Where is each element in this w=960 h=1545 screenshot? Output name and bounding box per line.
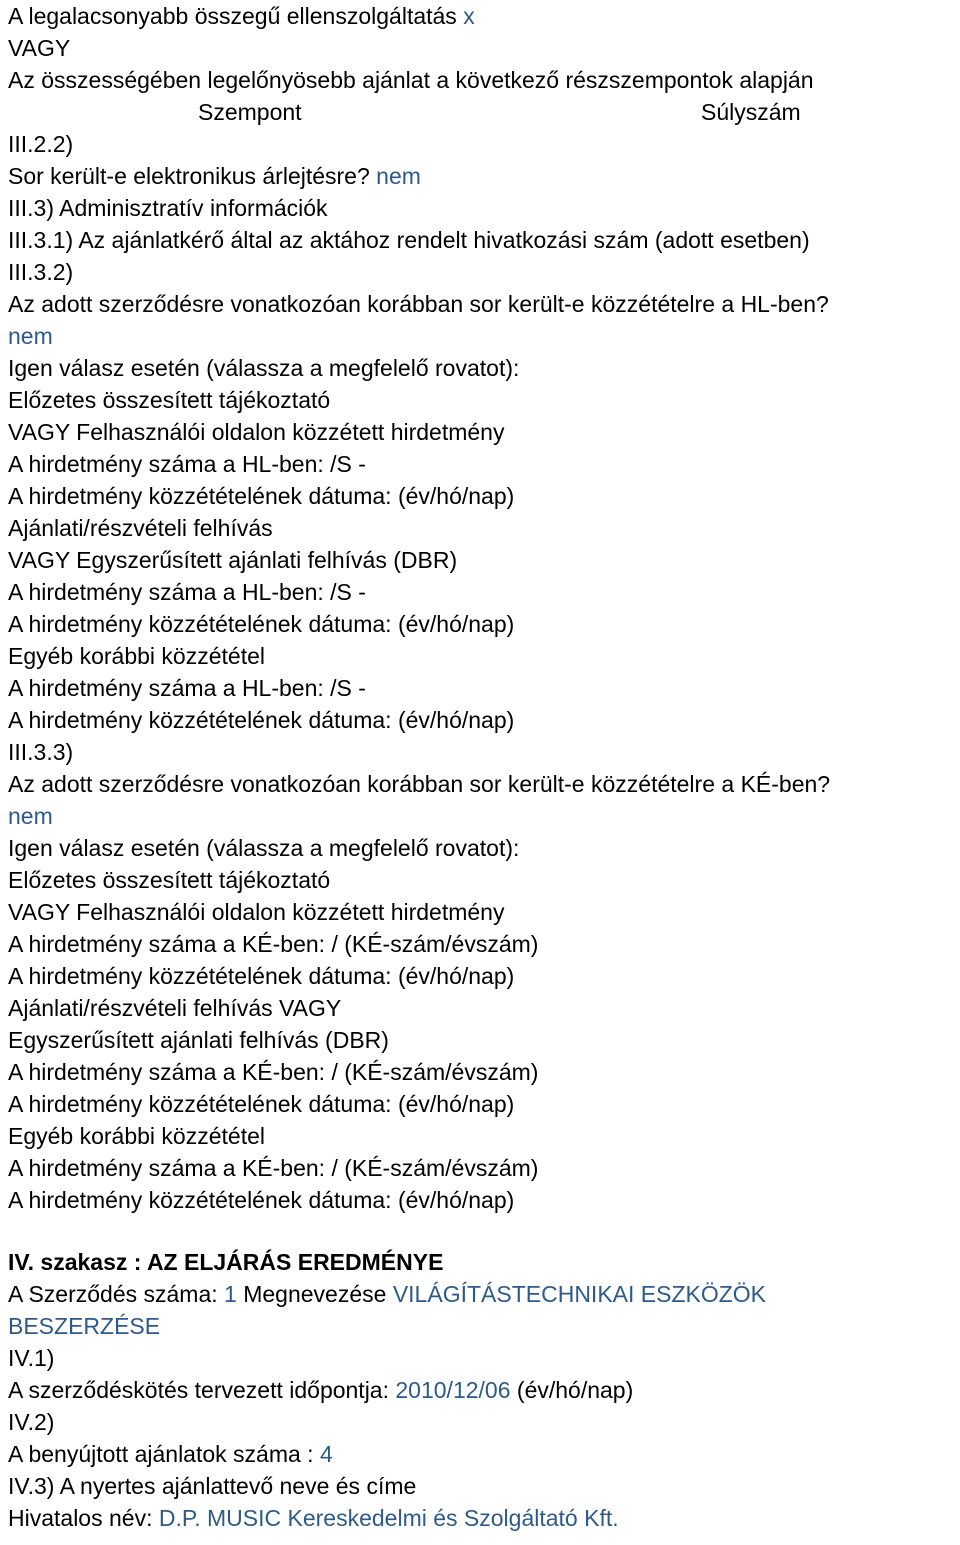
official-name: D.P. MUSIC Kereskedelmi és Szolgáltató Kft.: [158, 1505, 619, 1531]
line-notice-date: A hirdetmény közzétételének dátuma: (év/hó/nap): [8, 963, 515, 989]
offers-count: 4: [319, 1441, 333, 1467]
question-ke: Az adott szerződésre vonatkozóan korábban sor került-e közzétételre a KÉ-ben?: [8, 771, 831, 797]
question-hl: Az adott szerződésre vonatkozóan korábban sor került-e közzétételre a HL-ben?: [8, 291, 829, 317]
answer-hl: nem: [8, 323, 53, 349]
section-III-3-3: III.3.3): [8, 739, 74, 765]
contract-date: 2010/12/06: [395, 1377, 511, 1403]
line-notice-number: A hirdetmény száma a KÉ-ben: / (KÉ-szám/évszám): [8, 1155, 539, 1181]
line-notice-number: A hirdetmény száma a HL-ben: /S -: [8, 579, 366, 605]
section-IV-1: IV.1): [8, 1345, 55, 1371]
line-notice-date: A hirdetmény közzétételének dátuma: (év/hó/nap): [8, 483, 515, 509]
line-notice-date: A hirdetmény közzétételének dátuma: (év/hó/nap): [8, 1091, 515, 1117]
line-notice-number: A hirdetmény száma a HL-ben: /S -: [8, 451, 366, 477]
line-simplified-call: VAGY Egyszerűsített ajánlati felhívás (DBR): [8, 547, 458, 573]
electronic-auction-value: nem: [376, 163, 421, 189]
line-notice-number: A hirdetmény száma a HL-ben: /S -: [8, 675, 366, 701]
section-III-3-2: III.3.2): [8, 259, 74, 285]
offers-count-line: A benyújtott ajánlatok száma : 4: [8, 1441, 333, 1467]
line-notice-number: A hirdetmény száma a KÉ-ben: / (KÉ-szám/évszám): [8, 1059, 539, 1085]
criteria-column-header: Szempont: [198, 99, 302, 125]
line-notice-date: A hirdetmény közzétételének dátuma: (év/hó/nap): [8, 611, 515, 637]
line-call-for-tender: Ajánlati/részvételi felhívás: [8, 515, 273, 541]
section-IV-heading: IV. szakasz : AZ ELJÁRÁS EREDMÉNYE: [8, 1249, 444, 1275]
line-if-yes: Igen válasz esetén (válassza a megfelelő rovatot):: [8, 355, 520, 381]
section-III-2-2: III.2.2): [8, 131, 74, 157]
line-buyer-profile: VAGY Felhasználói oldalon közzétett hirdetmény: [8, 899, 505, 925]
line-prior-info: Előzetes összesített tájékoztató: [8, 867, 331, 893]
line-simplified-call: Egyszerűsített ajánlati felhívás (DBR): [8, 1027, 389, 1053]
line-or: VAGY: [8, 35, 71, 61]
criteria-header: [8, 96, 960, 128]
line-lowest-price: A legalacsonyabb összegű ellenszolgáltatás x: [8, 3, 475, 29]
line-notice-number: A hirdetmény száma a KÉ-ben: / (KÉ-szám/évszám): [8, 931, 539, 957]
contract-name: VILÁGÍTÁSTECHNIKAI ESZKÖZÖK BESZERZÉSE: [8, 1281, 767, 1339]
contract-date-line: A szerződéskötés tervezett időpontja: 2010/12/06 (év/hó/nap): [8, 1377, 634, 1403]
section-IV-2: IV.2): [8, 1409, 55, 1435]
line-other-publication: Egyéb korábbi közzététel: [8, 643, 265, 669]
answer-ke: nem: [8, 803, 53, 829]
contract-line: A Szerződés száma: 1 Megnevezése VILÁGÍTÁSTECHNIKAI ESZKÖZÖK BESZERZÉSE: [8, 1281, 767, 1339]
line-best-value: Az összességében legelőnyösebb ajánlat a következő részszempontok alapján: [8, 67, 814, 93]
line-notice-date: A hirdetmény közzétételének dátuma: (év/hó/nap): [8, 1187, 515, 1213]
section-III-3: III.3) Adminisztratív információk: [8, 195, 328, 221]
section-spacer: [8, 1216, 960, 1246]
line-prior-info: Előzetes összesített tájékoztató: [8, 387, 331, 413]
section-IV-3: IV.3) A nyertes ajánlattevő neve és címe: [8, 1473, 417, 1499]
line-call-for-tender: Ajánlati/részvételi felhívás VAGY: [8, 995, 342, 1021]
contract-number: 1: [224, 1281, 237, 1307]
weight-column-header: Súlyszám: [701, 99, 801, 125]
line-if-yes: Igen válasz esetén (válassza a megfelelő rovatot):: [8, 835, 520, 861]
line-buyer-profile: VAGY Felhasználói oldalon közzétett hirdetmény: [8, 419, 505, 445]
section-III-3-1: III.3.1) Az ajánlatkérő által az aktához rendelt hivatkozási szám (adott esetben): [8, 227, 810, 253]
line-notice-date: A hirdetmény közzétételének dátuma: (év/hó/nap): [8, 707, 515, 733]
lowest-price-mark: x: [463, 3, 475, 29]
line-other-publication: Egyéb korábbi közzététel: [8, 1123, 265, 1149]
line-electronic-auction: Sor került-e elektronikus árlejtésre? nem: [8, 163, 421, 189]
official-name-line: Hivatalos név: D.P. MUSIC Kereskedelmi és Szolgáltató Kft.: [8, 1505, 619, 1531]
